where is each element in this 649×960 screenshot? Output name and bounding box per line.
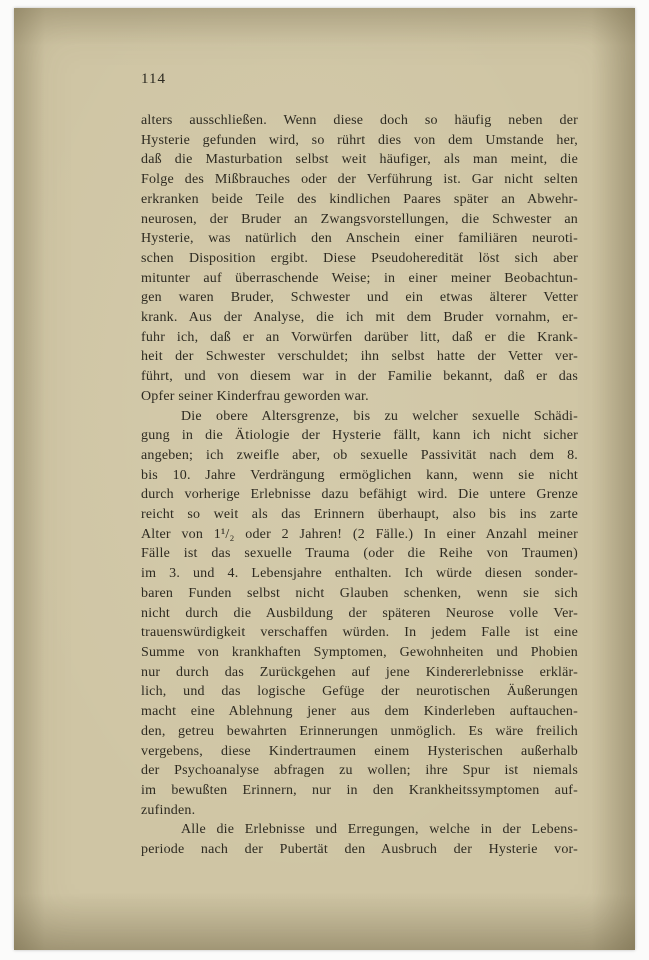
- text-line: heit der Schwester verschuldet; ihn selbst hatte der Vetter ver-: [141, 349, 578, 365]
- text-line: Fälle ist das sexuelle Trauma (oder die Reihe von Traumen): [141, 546, 578, 562]
- text-line: der Psychoanalyse abfragen zu wollen; ihre Spur ist niemals: [141, 763, 578, 779]
- text-line: bis 10. Jahre Verdrängung ermöglichen kann, wenn sie nicht: [141, 467, 578, 483]
- text-line: erkranken beide Teile des kindlichen Paares später an Abwehr-: [141, 191, 578, 207]
- text-line: fuhr ich, daß er an Vorwürfen darüber litt, daß er die Krank-: [141, 329, 578, 345]
- text-line: nicht durch die Ausbildung der späteren Neurose volle Ver-: [141, 605, 578, 621]
- text-line: Die obere Altersgrenze, bis zu welcher sexuelle Schädi-: [181, 408, 578, 424]
- text-line: gung in die Ätiologie der Hysterie fällt, kann ich nicht sicher: [141, 428, 578, 444]
- text-line: baren Funden selbst nicht Glauben schenken, wenn sie sich: [141, 585, 578, 601]
- book-page: [14, 8, 635, 950]
- text-line: neurosen, der Bruder an Zwangsvorstellungen, die Schwester an: [141, 211, 578, 227]
- text-line: Hysterie gefunden wird, so rührt dies von dem Umstande her,: [141, 132, 578, 148]
- page-number: 114: [141, 71, 166, 87]
- text-line: krank. Aus der Analyse, die ich mit dem Bruder vornahm, er-: [141, 310, 578, 326]
- text-line: mitunter auf überraschende Weise; in einer meiner Beobachtun-: [141, 270, 578, 286]
- text-line: nur durch das Zurückgehen auf jene Kindererlebnisse erklär-: [141, 664, 578, 680]
- text-line: führt, und von diesem war in der Familie bekannt, daß er das: [141, 369, 578, 385]
- text-line: Hysterie, was natürlich den Anschein einer familiären neuroti-: [141, 231, 578, 247]
- text-line: gen waren Bruder, Schwester und ein etwas älterer Vetter: [141, 290, 578, 306]
- text-line: im bewußten Erinnern, nur in den Krankheitssymptomen auf-: [141, 782, 578, 798]
- text-line: durch vorherige Erlebnisse dazu befähigt wird. Die untere Grenze: [141, 487, 578, 503]
- text-line: angeben; ich zweifle aber, ob sexuelle Passivität nach dem 8.: [141, 447, 578, 463]
- text-line: im 3. und 4. Lebensjahre enthalten. Ich würde diesen sonder-: [141, 566, 578, 582]
- text-line: Opfer seiner Kinderfrau geworden war.: [141, 388, 369, 404]
- paragraph: [141, 820, 578, 859]
- page-text-body: [141, 111, 578, 860]
- text-line: macht eine Ablehnung jener aus dem Kinderleben auftauchen-: [141, 704, 578, 720]
- text-line: Summe von krankhaften Symptomen, Gewohnheiten und Phobien: [141, 644, 578, 660]
- text-line: schen Disposition ergibt. Diese Pseudoheredität löst sich aber: [141, 250, 578, 266]
- paragraph: [141, 111, 578, 407]
- text-line: lich, und das logische Gefüge der neurotischen Äußerungen: [141, 684, 578, 700]
- text-line: Alter von 1¹/₂ oder 2 Jahren! (2 Fälle.) In einer Anzahl meiner: [141, 526, 578, 542]
- text-line: den, getreu bewahrten Erinnerungen unmöglich. Es wäre freilich: [141, 723, 578, 739]
- text-line: vergebens, diese Kindertraumen einem Hysterischen außerhalb: [141, 743, 578, 759]
- text-line: trauenswürdigkeit verschaffen würden. In jedem Falle ist eine: [141, 625, 578, 641]
- paragraph: [141, 407, 578, 821]
- text-line: daß die Masturbation selbst weit häufiger, als man meint, die: [141, 152, 578, 168]
- text-line: Folge des Mißbrauches oder der Verführung ist. Gar nicht selten: [141, 172, 578, 188]
- text-line: zufinden.: [141, 802, 196, 818]
- text-line: reicht so weit als das Erinnern überhaupt, also bis ins zarte: [141, 507, 578, 523]
- text-line: Alle die Erlebnisse und Erregungen, welche in der Lebens-: [181, 822, 578, 838]
- text-line: periode nach der Pubertät den Ausbruch der Hysterie vor-: [141, 842, 578, 858]
- text-line: alters ausschließen. Wenn diese doch so häufig neben der: [141, 113, 578, 128]
